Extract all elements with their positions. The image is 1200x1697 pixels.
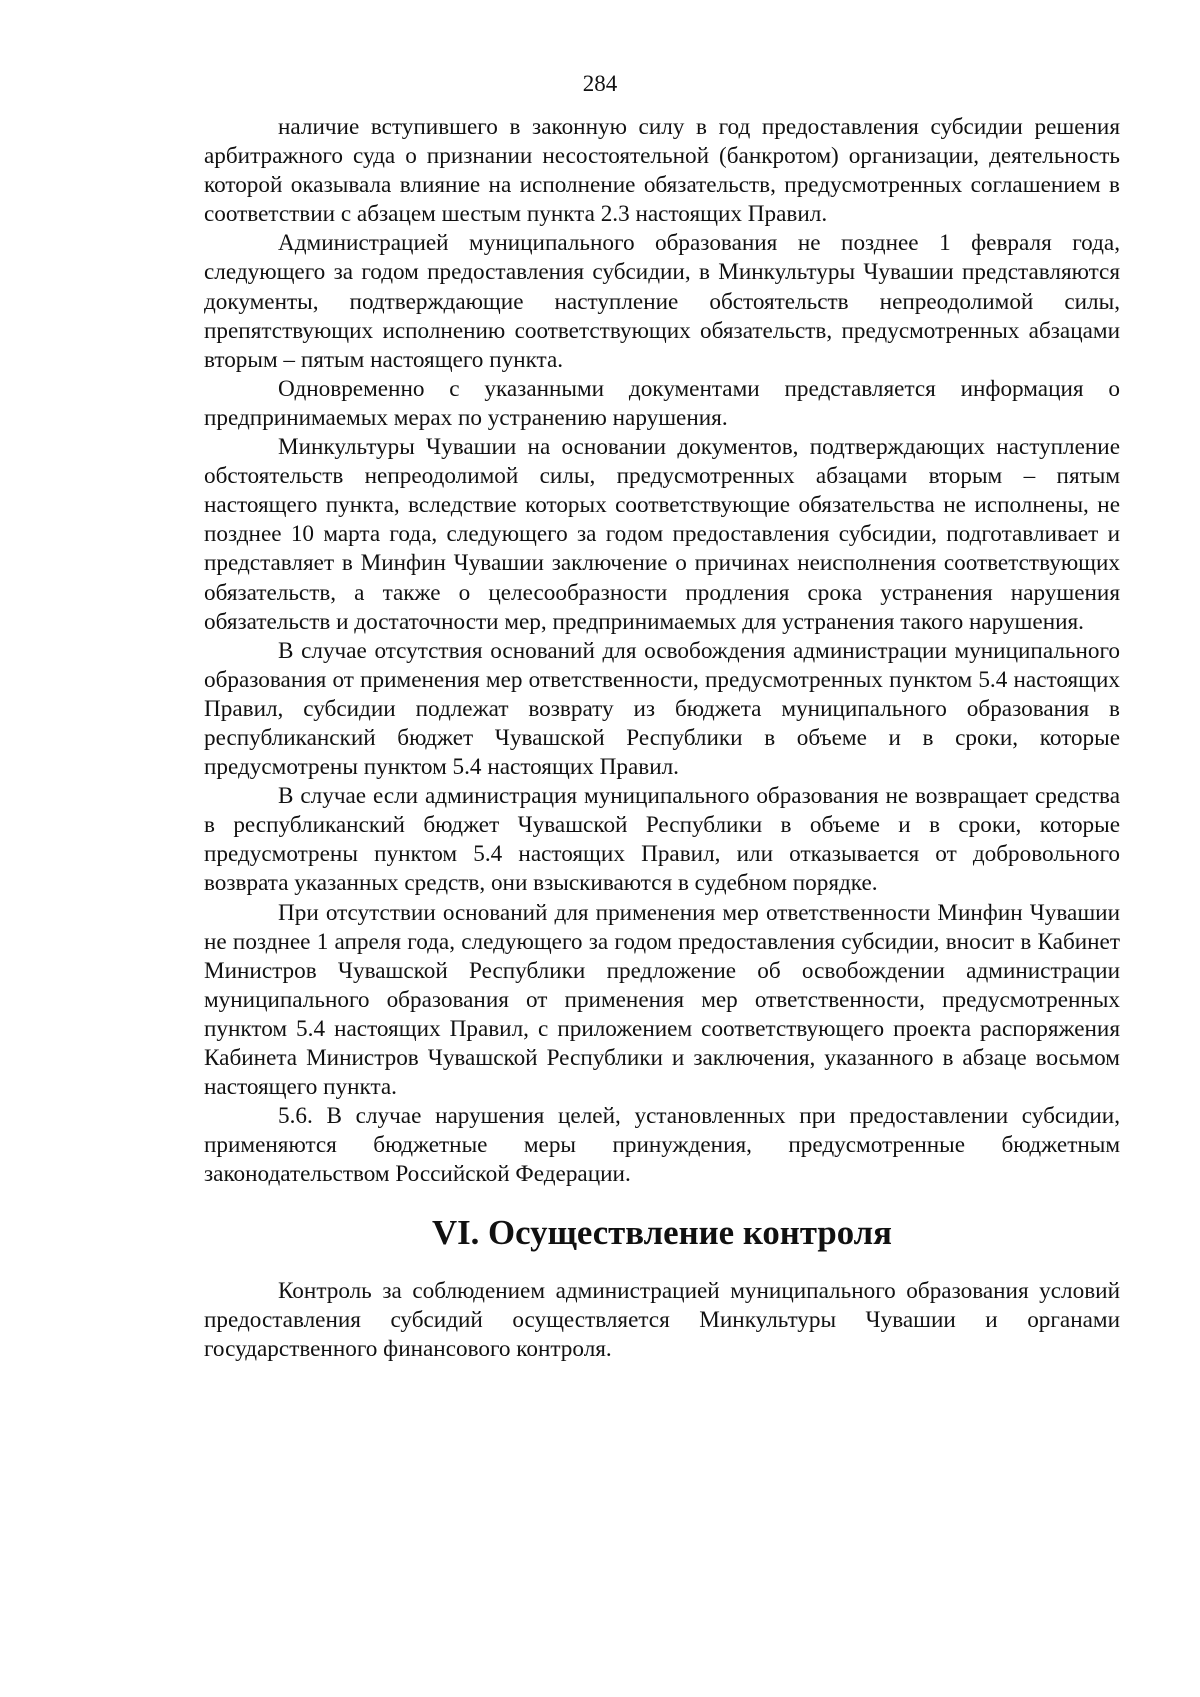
paragraph-ministry-conclusion: Минкультуры Чувашии на основании документов, подтверждающих наступление обстоятельств непреодолимой силы, предусмотренных абзацами вторым – пятым настоящего пункта, вследствие которых соответствующие обязательства не исполнены, не позднее 10 марта года, следующего за годом предоставления субсидии, подготавливает и представляет в Минфин Чувашии заключение о причинах неисполнения соответствующих обязательств, а также о целесообразности продления срока устранения нарушения обязательств и достаточности мер, предпринимаемых для устранения такого нарушения. bbox=[204, 434, 1120, 635]
paragraph-bankruptcy-clause: наличие вступившего в законную силу в год предоставления субсидии решения арбитражного суда о признании несостоятельной (банкротом) организации, деятельность которой оказывала влияние на исполнение обязательств, предусмотренных соглашением в соответствии с абзацем шестым пункта 2.3 настоящих Правил. bbox=[204, 114, 1120, 228]
paragraph-measures-information: Одновременно с указанными документами представляется информация о предпринимаемых мерах по устранению нарушения. bbox=[204, 375, 1120, 431]
page-number: 284 bbox=[582, 71, 618, 96]
paragraph-subsidy-return: В случае отсутствия оснований для освобождения администрации муниципального образования от применения мер ответственности, предусмотренных пунктом 5.4 настоящих Правил, субсидии подлежат возврату из бюджета муниципального образования в республиканский бюджет Чувашской Республики в объеме и в сроки, которые предусмотрены пунктом 5.4 настоящих Правил. bbox=[204, 637, 1120, 781]
paragraph-exemption-proposal: При отсутствии оснований для применения мер ответственности Минфин Чувашии не позднее 1 апреля года, следующего за годом предоставления субсидии, вносит в Кабинет Министров Чувашской Республики предложение об освобождении администрации муниципального образования от применения мер ответственности, предусмотренных пунктом 5.4 настоящих Правил, с приложением соответствующего проекта распоряжения Кабинета Министров Чувашской Республики и заключения, указанного в абзаце восьмом настоящего пункта. bbox=[204, 899, 1120, 1101]
paragraph-judicial-recovery: В случае если администрация муниципального образования не возвращает средства в республиканский бюджет Чувашской Республики в объеме и в сроки, которые предусмотрены пунктом 5.4 настоящих Правил, или отказывается от добровольного возврата указанных средств, они взыскиваются в судебном порядке. bbox=[204, 783, 1120, 897]
document-body bbox=[204, 113, 1120, 1364]
paragraph-5-6-budget-measures: 5.6. В случае нарушения целей, установленных при предоставлении субсидии, применяются бюджетные меры принуждения, предусмотренные бюджетным законодательством Российской Федерации. bbox=[204, 1103, 1120, 1188]
section-heading-control: VI. Осуществление контроля bbox=[431, 1213, 893, 1253]
paragraph-control: Контроль за соблюдением администрацией муниципального образования условий предоставления субсидий осуществляется Минкультуры Чувашии и органами государственного финансового контроля. bbox=[204, 1277, 1120, 1362]
paragraph-force-majeure-documents: Администрацией муниципального образования не позднее 1 февраля года, следующего за годом предоставления субсидии, в Минкультуры Чувашии представляются документы, подтверждающие наступление обстоятельств непреодолимой силы, препятствующих исполнению соответствующих обязательств, предусмотренных абзацами вторым – пятым настоящего пункта. bbox=[204, 230, 1120, 373]
